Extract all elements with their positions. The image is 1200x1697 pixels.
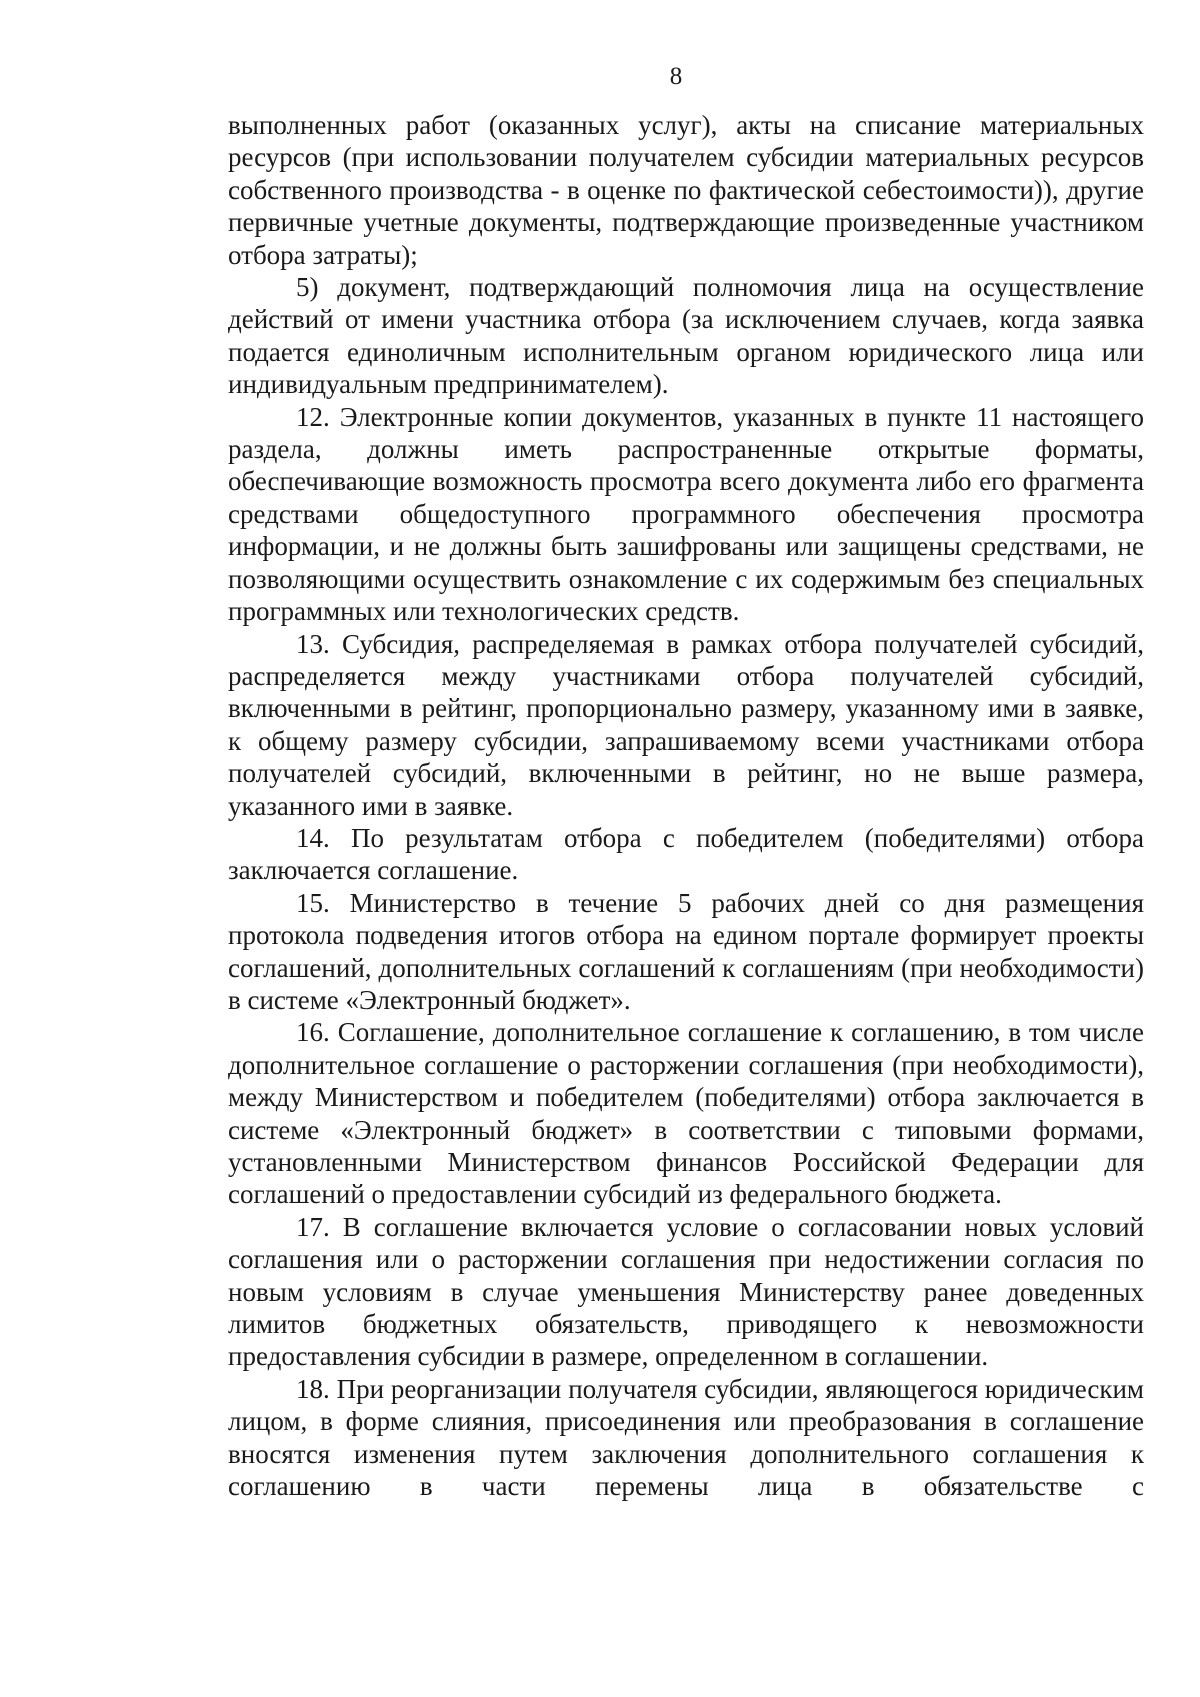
paragraph-item-5: 5) документ, подтверждающий полномочия лица на осуществление действий от имени участника отбора (за исключением случаев, когда заявка подается единоличным исполнительным органом юридического лица или индивидуальным предпринимателем). — [228, 272, 1144, 400]
paragraph-16: 16. Соглашение, дополнительное соглашение к соглашению, в том числе дополнительное соглашение о расторжении соглашения (при необходимости), между Министерством и победителем (победителями) отбора заключается в системе «Электронный бюджет» в соответствии с типовыми формами, установленными Министерством финансов Российской Федерации для соглашений о предоставлении субсидий из федерального бюджета. — [228, 1017, 1144, 1210]
paragraph-17: 17. В соглашение включается условие о согласовании новых условий соглашения или о расторжении соглашения при недостижении согласия по новым условиям в случае уменьшения Министерству ранее доведенных лимитов бюджетных обязательств, приводящего к невозможности предоставления субсидии в размере, определенном в соглашении. — [228, 1211, 1144, 1372]
paragraph-continuation: выполненных работ (оказанных услуг), акты на списание материальных ресурсов (при использовании получателем субсидии материальных ресурсов собственного производства - в оценке по фактической себестоимости)), другие первичные учетные документы, подтверждающие произведенные участником отбора затраты); — [228, 110, 1144, 270]
paragraph-13: 13. Субсидия, распределяемая в рамках отбора получателей субсидий, распределяется между участниками отбора получателей субсидий, включенными в рейтинг, пропорционально размеру, указанному ими в заявке, к общему размеру субсидии, запрашиваемому всеми участниками отбора получателей субсидий, включенными в рейтинг, но не выше размера, указанного ими в заявке. — [228, 628, 1144, 821]
paragraph-12: 12. Электронные копии документов, указанных в пункте 11 настоящего раздела, должны иметь распространенные открытые форматы, обеспечивающие возможность просмотра всего документа либо его фрагмента средствами общедоступного программного обеспечения просмотра информации, и не должны быть зашифрованы или защищены средствами, не позволяющими осуществить ознакомление с их содержимым без специальных программных или технологических средств. — [228, 401, 1144, 627]
paragraph-18: 18. При реорганизации получателя субсидии, являющегося юридическим лицом, в форме слияния, присоединения или преобразования в соглашение вносятся изменения путем заключения дополнительного соглашения к соглашению в части перемены лица в обязательстве с — [228, 1373, 1144, 1502]
paragraph-14: 14. По результатам отбора с победителем (победителями) отбора заключается соглашение. — [228, 822, 1144, 886]
document-body — [228, 109, 1144, 1502]
paragraph-15: 15. Министерство в течение 5 рабочих дней со дня размещения протокола подведения итогов отбора на едином портале формирует проекты соглашений, дополнительных соглашений к соглашениям (при необходимости) в системе «Электронный бюджет». — [228, 887, 1144, 1015]
page-number: 8 — [669, 63, 683, 90]
